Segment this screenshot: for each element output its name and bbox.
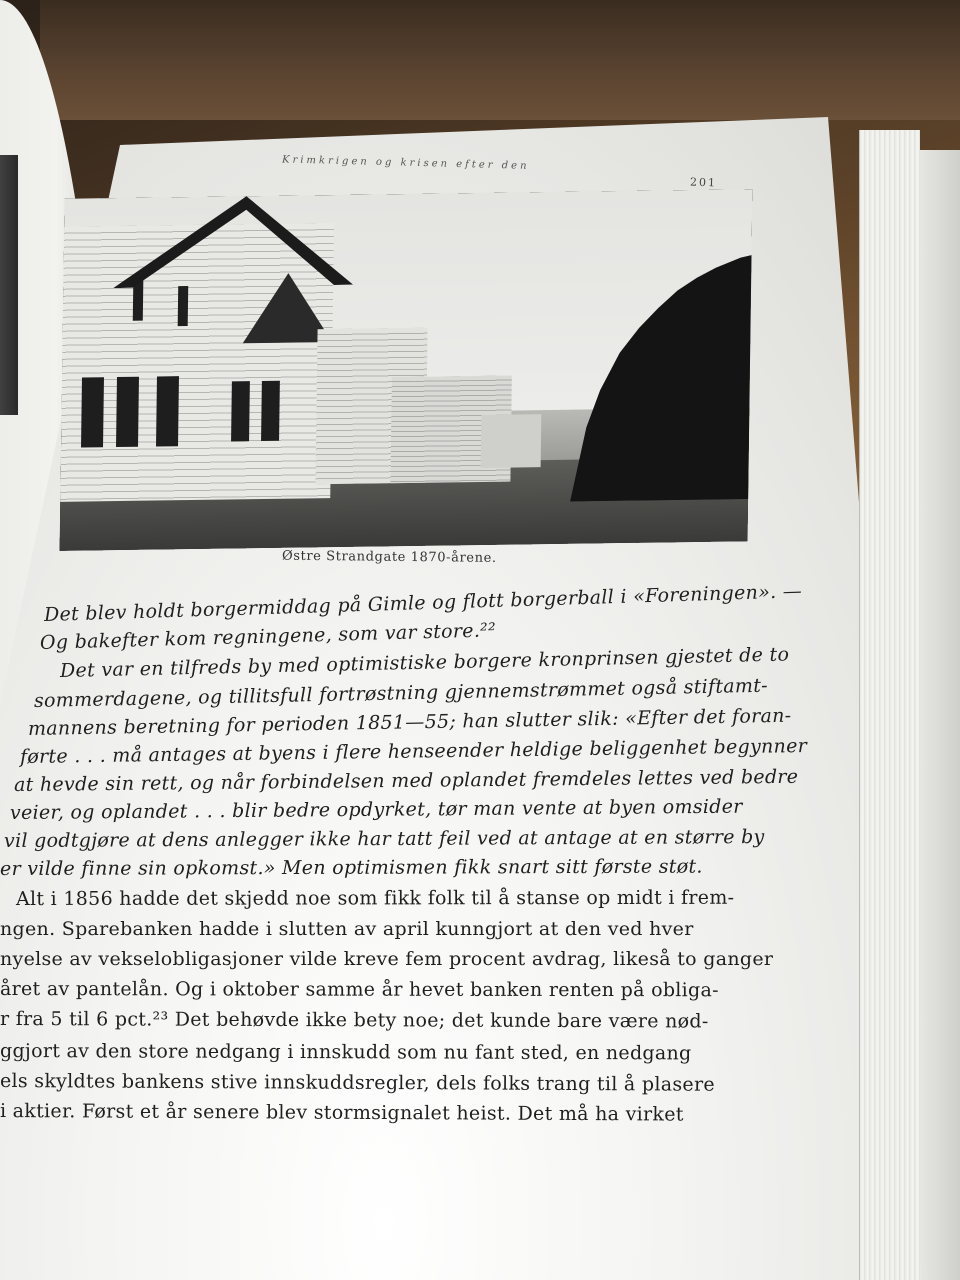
text-line: vil godtgjøre at dens anlegger ikke har tatt feil ved at antage at en større by: [3, 826, 765, 852]
text-line: ngen. Sparebanken hadde i slutten av april kunngjort at den ved hver: [0, 918, 694, 940]
text-line: at hevde sin rett, og når forbindelsen med oplandet fremdeles lettes ved bedre: [13, 765, 799, 796]
text-line: Det var en tilfreds by med optimistiske borgere kronprinsen gjestet de to: [59, 643, 790, 682]
text-line: sommerdagene, og tillitsfull fortrøstning gjennemstrømmet også stiftamt-: [33, 674, 769, 712]
photo-caption: Østre Strandgate 1870-årene.: [281, 548, 497, 566]
text-line: nyelse av vekselobligasjoner vilde kreve fem procent avdrag, likeså to ganger: [0, 948, 774, 970]
text-line: Og bakefter kom regningene, som var store.²²: [39, 619, 497, 654]
text-line: ggjort av den store nedgang i innskudd som nu fant sted, en nedgang: [0, 1040, 692, 1065]
text-line: veier, og oplandet . . . blir bedre opdyrket, tør man vente at byen omsider: [9, 795, 743, 824]
text-line: førte . . . må antages at byens i flere henseender heldige beliggenhet begynner: [19, 735, 808, 768]
text-line: els skyldtes bankens stive innskuddsregler, dels folks trang til å plasere: [0, 1070, 715, 1096]
text-line: Alt i 1856 hadde det skjedd noe som fikk folk til å stanse op midt i frem-: [15, 886, 735, 910]
text-line: Det blev holdt borgermiddag på Gimle og flott borgerball i «Foreningen». —: [43, 580, 803, 626]
running-head: Krimkrigen og krisen efter den: [281, 154, 530, 172]
text-line: mannens beretning for perioden 1851—55; han slutter slik: «Efter det foran-: [27, 704, 792, 740]
text-line: r fra 5 til 6 pct.²³ Det behøvde ikke bety noe; det kunde bare være nød-: [0, 1008, 709, 1033]
text-line: året av pantelån. Og i oktober samme år hevet banken renten på obliga-: [0, 978, 719, 1002]
page-number: 201: [689, 175, 718, 190]
text-line: i aktier. Først et år senere blev stormsignalet heist. Det må ha virket: [0, 1100, 684, 1126]
text-line: er vilde finne sin opkomst.» Men optimismen fikk snart sitt første støt.: [0, 855, 703, 880]
